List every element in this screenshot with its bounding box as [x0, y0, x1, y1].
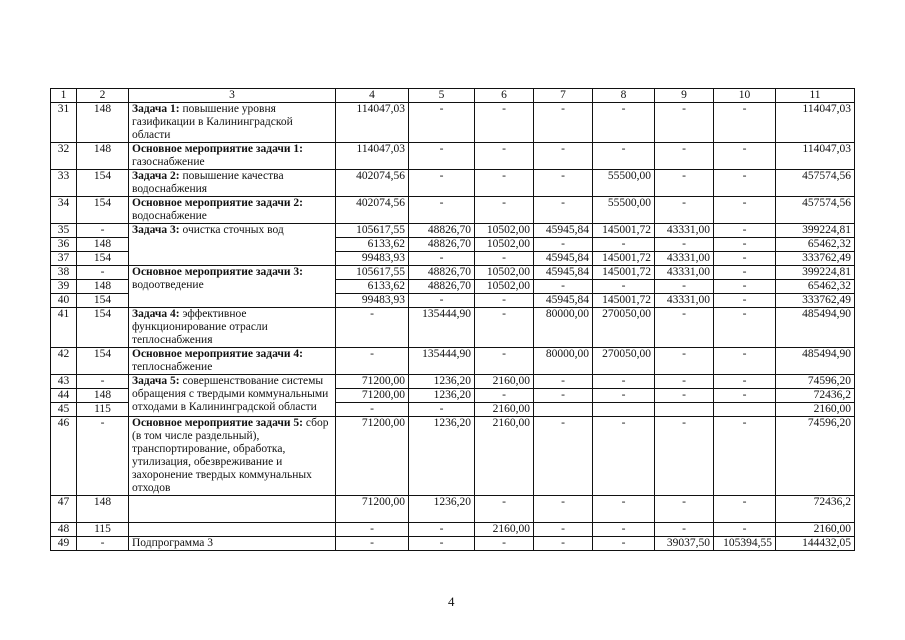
description-heading: Задача 3: [132, 224, 180, 236]
row-description [129, 224, 336, 266]
value-cell: - [714, 170, 776, 197]
value-cell: 399224,81 [776, 266, 855, 280]
row-code: 148 [77, 143, 129, 170]
page-number: 4 [448, 594, 455, 609]
value-cell: - [714, 417, 776, 496]
value-cell: 114047,03 [336, 143, 409, 170]
description-heading: Основное мероприятие задачи 3: [132, 266, 303, 278]
description-text: теплоснабжение [132, 361, 213, 373]
row-code: 154 [77, 294, 129, 308]
value-cell: 135444,90 [409, 348, 475, 375]
row-number: 35 [51, 224, 77, 238]
value-cell: - [409, 537, 475, 551]
description-heading: Задача 5: [132, 375, 180, 387]
value-cell: 145001,72 [593, 294, 655, 308]
row-code: 154 [77, 308, 129, 348]
value-cell: 114047,03 [336, 103, 409, 143]
value-cell: - [475, 170, 534, 197]
value-cell: - [475, 389, 534, 403]
header-cell: 3 [129, 89, 336, 103]
row-number: 41 [51, 308, 77, 348]
value-cell: - [655, 389, 714, 403]
value-cell: - [534, 375, 593, 389]
value-cell: 71200,00 [336, 496, 409, 523]
value-cell: - [593, 537, 655, 551]
value-cell: 6133,62 [336, 238, 409, 252]
value-cell: 55500,00 [593, 170, 655, 197]
value-cell: - [534, 143, 593, 170]
value-cell: 99483,93 [336, 294, 409, 308]
value-cell: - [714, 523, 776, 537]
value-cell: 10502,00 [475, 224, 534, 238]
row-number: 31 [51, 103, 77, 143]
row-number: 34 [51, 197, 77, 224]
value-cell: 45945,84 [534, 294, 593, 308]
table-row [51, 496, 855, 523]
description-heading: Задача 4: [132, 308, 180, 320]
value-cell: - [655, 348, 714, 375]
value-cell: 105617,55 [336, 224, 409, 238]
header-cell: 1 [51, 89, 77, 103]
value-cell [534, 403, 593, 417]
value-cell: - [534, 280, 593, 294]
row-description [129, 496, 336, 523]
table-header-row [51, 89, 855, 103]
value-cell: - [714, 389, 776, 403]
value-cell: 65462,32 [776, 280, 855, 294]
value-cell: - [409, 294, 475, 308]
row-number: 49 [51, 537, 77, 551]
header-cell: 9 [655, 89, 714, 103]
value-cell: 270050,00 [593, 308, 655, 348]
value-cell: - [593, 103, 655, 143]
value-cell: - [714, 266, 776, 280]
value-cell: - [534, 389, 593, 403]
value-cell: 2160,00 [475, 403, 534, 417]
budget-table [50, 88, 855, 551]
value-cell: 10502,00 [475, 266, 534, 280]
value-cell: 71200,00 [336, 375, 409, 389]
row-number: 36 [51, 238, 77, 252]
value-cell: - [534, 523, 593, 537]
value-cell: 80000,00 [534, 308, 593, 348]
table-row [51, 523, 855, 537]
value-cell: - [593, 280, 655, 294]
table-row [51, 197, 855, 224]
row-number: 32 [51, 143, 77, 170]
value-cell: - [593, 496, 655, 523]
value-cell: - [534, 417, 593, 496]
value-cell: - [534, 238, 593, 252]
table-row [51, 308, 855, 348]
header-cell: 4 [336, 89, 409, 103]
row-code: 148 [77, 238, 129, 252]
value-cell: - [336, 308, 409, 348]
value-cell: - [593, 238, 655, 252]
row-number: 39 [51, 280, 77, 294]
description-text: совершенствование системы обращения с твердыми коммунальными отходами в Калининградской области [132, 375, 329, 413]
row-description [129, 143, 336, 170]
description-heading: Основное мероприятие задачи 2: [132, 197, 303, 209]
table-row [51, 266, 855, 280]
value-cell [593, 403, 655, 417]
table-row [51, 224, 855, 238]
row-code: 154 [77, 170, 129, 197]
header-cell: 7 [534, 89, 593, 103]
value-cell: - [714, 375, 776, 389]
row-number: 44 [51, 389, 77, 403]
value-cell: 145001,72 [593, 266, 655, 280]
value-cell: - [655, 417, 714, 496]
value-cell: - [714, 294, 776, 308]
table-row [51, 537, 855, 551]
value-cell: - [714, 252, 776, 266]
description-text: очистка сточных вод [179, 224, 284, 236]
value-cell: - [655, 170, 714, 197]
row-code: 148 [77, 280, 129, 294]
row-number: 46 [51, 417, 77, 496]
value-cell: - [409, 103, 475, 143]
value-cell: 135444,90 [409, 308, 475, 348]
value-cell: 457574,56 [776, 170, 855, 197]
value-cell: 99483,93 [336, 252, 409, 266]
value-cell: 72436,2 [776, 496, 855, 523]
value-cell [714, 403, 776, 417]
value-cell: - [409, 143, 475, 170]
description-heading: Задача 1: [132, 103, 180, 115]
value-cell: - [336, 403, 409, 417]
value-cell: 48826,70 [409, 280, 475, 294]
header-cell: 6 [475, 89, 534, 103]
value-cell: 43331,00 [655, 252, 714, 266]
value-cell: 485494,90 [776, 308, 855, 348]
value-cell: - [655, 308, 714, 348]
value-cell: 2160,00 [475, 523, 534, 537]
description-heading: Основное мероприятие задачи 5: [132, 417, 303, 429]
value-cell: - [475, 348, 534, 375]
value-cell: 114047,03 [776, 103, 855, 143]
value-cell: - [714, 238, 776, 252]
value-cell: - [593, 417, 655, 496]
value-cell: 45945,84 [534, 224, 593, 238]
value-cell: - [593, 523, 655, 537]
value-cell: 65462,32 [776, 238, 855, 252]
value-cell: - [655, 238, 714, 252]
row-description [129, 348, 336, 375]
value-cell: - [475, 308, 534, 348]
value-cell: - [655, 103, 714, 143]
row-code: 154 [77, 197, 129, 224]
table-row [51, 103, 855, 143]
value-cell: 145001,72 [593, 224, 655, 238]
description-text: эффективное функционирование отрасли теплоснабжения [132, 308, 268, 346]
value-cell: 105617,55 [336, 266, 409, 280]
row-number: 45 [51, 403, 77, 417]
value-cell: - [714, 308, 776, 348]
header-cell: 11 [776, 89, 855, 103]
row-description [129, 170, 336, 197]
value-cell: 43331,00 [655, 266, 714, 280]
value-cell: - [593, 375, 655, 389]
header-cell: 8 [593, 89, 655, 103]
description-heading: Основное мероприятие задачи 4: [132, 348, 303, 360]
value-cell: - [475, 537, 534, 551]
value-cell: - [655, 496, 714, 523]
value-cell: - [409, 170, 475, 197]
row-number: 48 [51, 523, 77, 537]
header-cell: 2 [77, 89, 129, 103]
value-cell: 402074,56 [336, 197, 409, 224]
value-cell: - [714, 143, 776, 170]
row-code: - [77, 417, 129, 496]
value-cell: 43331,00 [655, 294, 714, 308]
value-cell: 270050,00 [593, 348, 655, 375]
value-cell: 55500,00 [593, 197, 655, 224]
value-cell: 6133,62 [336, 280, 409, 294]
value-cell: - [714, 197, 776, 224]
description-text: повышение качества водоснабжения [132, 170, 284, 195]
row-number: 43 [51, 375, 77, 389]
value-cell: 45945,84 [534, 266, 593, 280]
value-cell: - [655, 280, 714, 294]
row-number: 47 [51, 496, 77, 523]
value-cell: - [409, 197, 475, 224]
value-cell: 39037,50 [655, 537, 714, 551]
value-cell: - [593, 143, 655, 170]
value-cell: - [714, 224, 776, 238]
row-code: 154 [77, 252, 129, 266]
value-cell: 2160,00 [776, 403, 855, 417]
value-cell: 72436,2 [776, 389, 855, 403]
value-cell: - [655, 375, 714, 389]
description-text: водоотведение [132, 279, 204, 291]
row-description [129, 523, 336, 537]
value-cell: 333762,49 [776, 252, 855, 266]
value-cell: 1236,20 [409, 375, 475, 389]
value-cell: 144432,05 [776, 537, 855, 551]
value-cell: - [475, 103, 534, 143]
description-heading: Основное мероприятие задачи 1: [132, 143, 303, 155]
value-cell: - [475, 197, 534, 224]
description-text: повышение уровня газификации в Калининградской области [132, 103, 293, 141]
value-cell: 2160,00 [776, 523, 855, 537]
value-cell: - [534, 197, 593, 224]
value-cell: 80000,00 [534, 348, 593, 375]
description-text: газоснабжение [132, 156, 205, 168]
row-description [129, 308, 336, 348]
value-cell: 2160,00 [475, 375, 534, 389]
value-cell: - [655, 523, 714, 537]
table-row [51, 417, 855, 496]
value-cell: 45945,84 [534, 252, 593, 266]
value-cell: - [714, 348, 776, 375]
value-cell: - [593, 389, 655, 403]
value-cell: - [655, 143, 714, 170]
value-cell: 74596,20 [776, 417, 855, 496]
value-cell: - [714, 280, 776, 294]
value-cell: 1236,20 [409, 389, 475, 403]
row-description [129, 417, 336, 496]
header-cell: 5 [409, 89, 475, 103]
value-cell: - [336, 537, 409, 551]
value-cell: 48826,70 [409, 224, 475, 238]
row-code: 148 [77, 389, 129, 403]
value-cell: - [409, 523, 475, 537]
value-cell: - [534, 170, 593, 197]
value-cell: - [534, 496, 593, 523]
value-cell: - [336, 348, 409, 375]
header-cell: 10 [714, 89, 776, 103]
value-cell: 71200,00 [336, 389, 409, 403]
value-cell: 43331,00 [655, 224, 714, 238]
value-cell: 399224,81 [776, 224, 855, 238]
row-number: 42 [51, 348, 77, 375]
row-code: 115 [77, 523, 129, 537]
value-cell: 48826,70 [409, 266, 475, 280]
value-cell: 1236,20 [409, 417, 475, 496]
value-cell: 485494,90 [776, 348, 855, 375]
value-cell: 74596,20 [776, 375, 855, 389]
value-cell: 48826,70 [409, 238, 475, 252]
value-cell: 105394,55 [714, 537, 776, 551]
row-code: 154 [77, 348, 129, 375]
value-cell: - [534, 537, 593, 551]
value-cell: - [655, 197, 714, 224]
row-description [129, 103, 336, 143]
row-number: 33 [51, 170, 77, 197]
value-cell: - [409, 403, 475, 417]
description-text: Подпрограмма 3 [132, 537, 214, 549]
value-cell: - [475, 252, 534, 266]
row-code: - [77, 224, 129, 238]
row-number: 38 [51, 266, 77, 280]
value-cell: 402074,56 [336, 170, 409, 197]
value-cell: 71200,00 [336, 417, 409, 496]
value-cell: 1236,20 [409, 496, 475, 523]
table-row [51, 348, 855, 375]
row-code: - [77, 537, 129, 551]
value-cell: 2160,00 [475, 417, 534, 496]
value-cell: 145001,72 [593, 252, 655, 266]
row-number: 37 [51, 252, 77, 266]
value-cell: 114047,03 [776, 143, 855, 170]
row-code: 115 [77, 403, 129, 417]
value-cell [655, 403, 714, 417]
description-text: водоснабжение [132, 210, 207, 222]
value-cell: - [475, 143, 534, 170]
row-description [129, 197, 336, 224]
value-cell: 10502,00 [475, 238, 534, 252]
value-cell: - [714, 496, 776, 523]
description-text: сбор (в том числе раздельный), транспортирование, обработка, утилизация, обезвреживание и захоронение твердых коммунальных отходов [132, 417, 329, 494]
row-code: - [77, 266, 129, 280]
description-heading: Задача 2: [132, 170, 180, 182]
row-description [129, 537, 336, 551]
table-row [51, 143, 855, 170]
value-cell: - [475, 294, 534, 308]
value-cell: - [336, 523, 409, 537]
row-number: 40 [51, 294, 77, 308]
value-cell: 10502,00 [475, 280, 534, 294]
table-row [51, 170, 855, 197]
row-code: - [77, 375, 129, 389]
value-cell: - [475, 496, 534, 523]
row-description [129, 375, 336, 417]
row-code: 148 [77, 496, 129, 523]
row-description [129, 266, 336, 308]
value-cell: 333762,49 [776, 294, 855, 308]
value-cell: 457574,56 [776, 197, 855, 224]
row-code: 148 [77, 103, 129, 143]
value-cell: - [714, 103, 776, 143]
value-cell: - [409, 252, 475, 266]
table-row [51, 375, 855, 389]
value-cell: - [534, 103, 593, 143]
